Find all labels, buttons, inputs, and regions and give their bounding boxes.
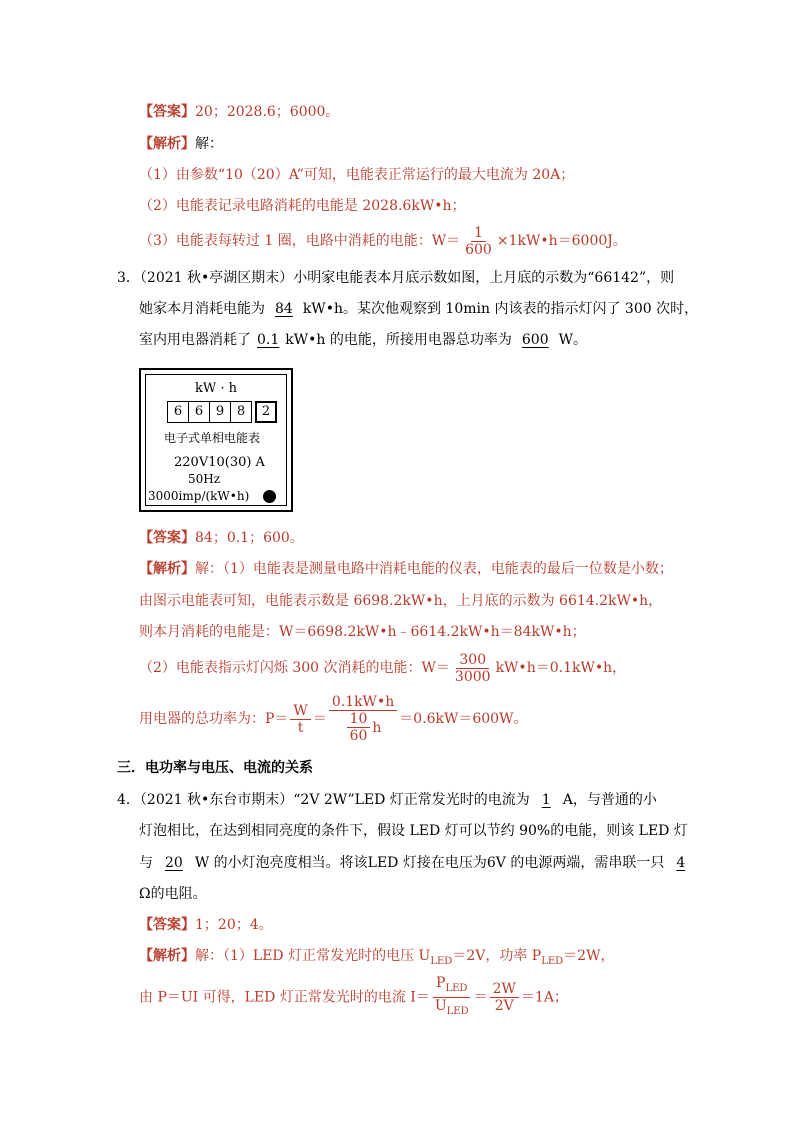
answer-text: 20；2028.6；6000。 bbox=[195, 104, 340, 120]
a1-post: ＝2W， bbox=[563, 948, 615, 964]
q4-number: 4． bbox=[117, 792, 140, 808]
q3-line1 bbox=[117, 268, 674, 288]
meter-rating: 220V10(30) A bbox=[174, 455, 265, 470]
analysis-tag: 【解析】 bbox=[139, 948, 195, 964]
a4-post: kW•h＝0.1kW•h， bbox=[495, 660, 627, 676]
q3-stem-3b: kW•h 的电能，所接用电器总功率为 bbox=[285, 332, 512, 348]
meter-name: 电子式单相电能表 bbox=[164, 431, 261, 445]
answer-tag: 【答案】 bbox=[139, 104, 195, 120]
subscript: LED bbox=[445, 983, 468, 994]
analysis-tag: 【解析】 bbox=[139, 136, 195, 152]
q3-blank-3: 600 bbox=[521, 332, 549, 348]
fraction-denominator: 600 bbox=[465, 241, 492, 258]
meter-frequency: 50Hz bbox=[188, 472, 221, 486]
q4-line1 bbox=[117, 790, 657, 810]
q4-stem-3b: W 的小灯泡亮度相当。将该LED 灯接在电压为6V 的电源两端，需串联一只 bbox=[194, 855, 665, 871]
fraction-denominator: 2V bbox=[494, 998, 514, 1014]
energy-meter-inner bbox=[145, 374, 287, 506]
q4-stem-1b: A，与普通的小 bbox=[562, 792, 657, 808]
a5-pre: 用电器的总功率为：P＝ bbox=[139, 711, 289, 727]
symbol: P bbox=[436, 975, 446, 991]
indicator-light-icon bbox=[263, 490, 276, 503]
q3-analysis-line3: 则本月消耗的电能是：W＝6698.2kW•h﹣6614.2kW•h＝84kW•h； bbox=[139, 624, 586, 640]
meter-constant: 3000imp/(kW•h) bbox=[148, 489, 250, 503]
fraction-denominator: 3000 bbox=[454, 668, 491, 685]
subscript: LED bbox=[430, 956, 453, 967]
q3-blank-2: 0.1 bbox=[257, 332, 280, 348]
a5-post: ＝0.6kW＝600W。 bbox=[399, 711, 528, 727]
answer-tag: 【答案】 bbox=[139, 917, 195, 933]
p2-step3 bbox=[139, 223, 627, 259]
subscript: LED bbox=[446, 1006, 469, 1017]
q3-stem-3c: W。 bbox=[558, 332, 587, 348]
fraction-numerator: 1 bbox=[471, 225, 486, 242]
nested-fraction bbox=[347, 711, 371, 744]
q3-answer-line bbox=[139, 528, 304, 548]
q3-stem-2b: kW•h。某次他观察到 10min 内该表的指示灯闪了 300 次时， bbox=[302, 301, 699, 317]
q4-answer-line bbox=[139, 915, 273, 935]
q3-line3 bbox=[139, 330, 587, 350]
analysis-tag: 【解析】 bbox=[139, 561, 195, 577]
meter-digit: 6 bbox=[188, 401, 210, 423]
q3-blank-1: 84 bbox=[275, 301, 293, 317]
step3-post: ×1kW•h＝6000J。 bbox=[496, 233, 627, 249]
a5-fraction-2 bbox=[329, 694, 397, 744]
q4-stem-1a: （2021 秋•东台市期末）“2V 2W”LED 灯正常发光时的电流为 bbox=[139, 792, 530, 808]
a2-post: ＝1A； bbox=[520, 989, 568, 1006]
analysis-intro: 解： bbox=[195, 136, 223, 152]
q4-stem-3a: 与 bbox=[139, 855, 153, 871]
answer-text: 84；0.1；600。 bbox=[195, 530, 304, 546]
q3-analysis-line5 bbox=[139, 692, 527, 746]
analysis-text: 解：（1）电能表是测量电路中消耗电能的仪表，电能表的最后一位数是小数； bbox=[195, 561, 673, 577]
q4-blank-2: 20 bbox=[165, 855, 183, 871]
fraction-numerator bbox=[433, 975, 470, 998]
p2-analysis-line bbox=[139, 134, 223, 154]
meter-unit: kW · h bbox=[194, 381, 237, 396]
q3-analysis-line1 bbox=[139, 559, 673, 579]
q4-analysis-line2 bbox=[139, 975, 568, 1020]
a2-equals: ＝ bbox=[473, 989, 488, 1006]
a5-equals: ＝ bbox=[312, 711, 327, 727]
a5-fraction-1 bbox=[290, 703, 310, 736]
fraction-numerator: 10 bbox=[347, 711, 371, 728]
q4-blank-1: 1 bbox=[541, 792, 551, 808]
meter-digit: 9 bbox=[209, 401, 231, 423]
fraction-numerator: 300 bbox=[456, 652, 489, 669]
subscript: LED bbox=[541, 956, 564, 967]
a1-pre: 解：（1）LED 灯正常发光时的电压 U bbox=[195, 948, 431, 964]
fraction-numerator: 0.1kW•h bbox=[329, 694, 397, 711]
section-title: 三．电功率与电压、电流的关系 bbox=[117, 760, 313, 776]
energy-meter-figure bbox=[139, 368, 293, 512]
fraction-denominator bbox=[342, 711, 385, 744]
fraction-denominator: 60 bbox=[349, 728, 368, 744]
fraction-denominator: t bbox=[297, 719, 304, 736]
step3-pre: （3）电能表每转过 1 圈，电路中消耗的电能：W＝ bbox=[139, 233, 461, 249]
q3-stem-1: （2021 秋•亭湖区期末）小明家电能表本月底示数如图，上月底的示数为“66142”，则 bbox=[139, 270, 675, 286]
a4-fraction bbox=[452, 652, 494, 685]
q4-line4: Ω的电阻。 bbox=[139, 886, 207, 902]
q3-analysis-line4 bbox=[139, 650, 626, 686]
fraction-denominator bbox=[432, 998, 472, 1020]
q3-stem-2a: 她家本月消耗电能为 bbox=[139, 301, 265, 317]
answer-tag: 【答案】 bbox=[139, 530, 195, 546]
a1-mid: ＝2V，功率 P bbox=[452, 948, 542, 964]
symbol: U bbox=[434, 998, 447, 1014]
fraction-numerator: 2W bbox=[490, 981, 519, 998]
q3-number: 3． bbox=[117, 270, 140, 286]
meter-digit: 6 bbox=[167, 401, 189, 423]
analysis-text bbox=[195, 948, 615, 967]
q3-analysis-line2: 由图示电能表可知，电能表示数是 6698.2kW•h，上月底的示数为 6614.2kW•h， bbox=[139, 593, 663, 609]
meter-digit: 8 bbox=[230, 401, 252, 423]
q3-line2 bbox=[139, 299, 698, 319]
q3-stem-3a: 室内用电器消耗了 bbox=[139, 332, 251, 348]
q4-line2: 灯泡相比，在达到相同亮度的条件下，假设 LED 灯可以节约 90%的电能，则该 LED 灯 bbox=[139, 823, 688, 839]
meter-digits bbox=[168, 401, 277, 423]
fraction-unit: h bbox=[372, 719, 382, 736]
q4-line3 bbox=[139, 853, 691, 873]
q4-analysis-line1 bbox=[139, 946, 614, 972]
a2-pre: 由 P＝UI 可得，LED 灯正常发光时的电流 I＝ bbox=[139, 989, 430, 1006]
p2-step2: （2）电能表记录电路消耗的电能是 2028.6kW•h； bbox=[139, 198, 466, 214]
answer-text: 1；20；4。 bbox=[195, 917, 273, 933]
q4-blank-3: 4 bbox=[676, 855, 686, 871]
a2-fraction-2 bbox=[490, 981, 519, 1014]
p2-step1: （1）由参数“10（20）A”可知，电能表正常运行的最大电流为 20A； bbox=[139, 167, 575, 183]
p2-answer-line bbox=[139, 102, 339, 122]
step3-fraction bbox=[462, 225, 495, 258]
a2-fraction-1 bbox=[432, 975, 472, 1020]
meter-digit-decimal: 2 bbox=[255, 401, 277, 423]
a4-pre: （2）电能表指示灯闪烁 300 次消耗的电能：W＝ bbox=[139, 660, 450, 676]
fraction-numerator: W bbox=[290, 703, 310, 720]
